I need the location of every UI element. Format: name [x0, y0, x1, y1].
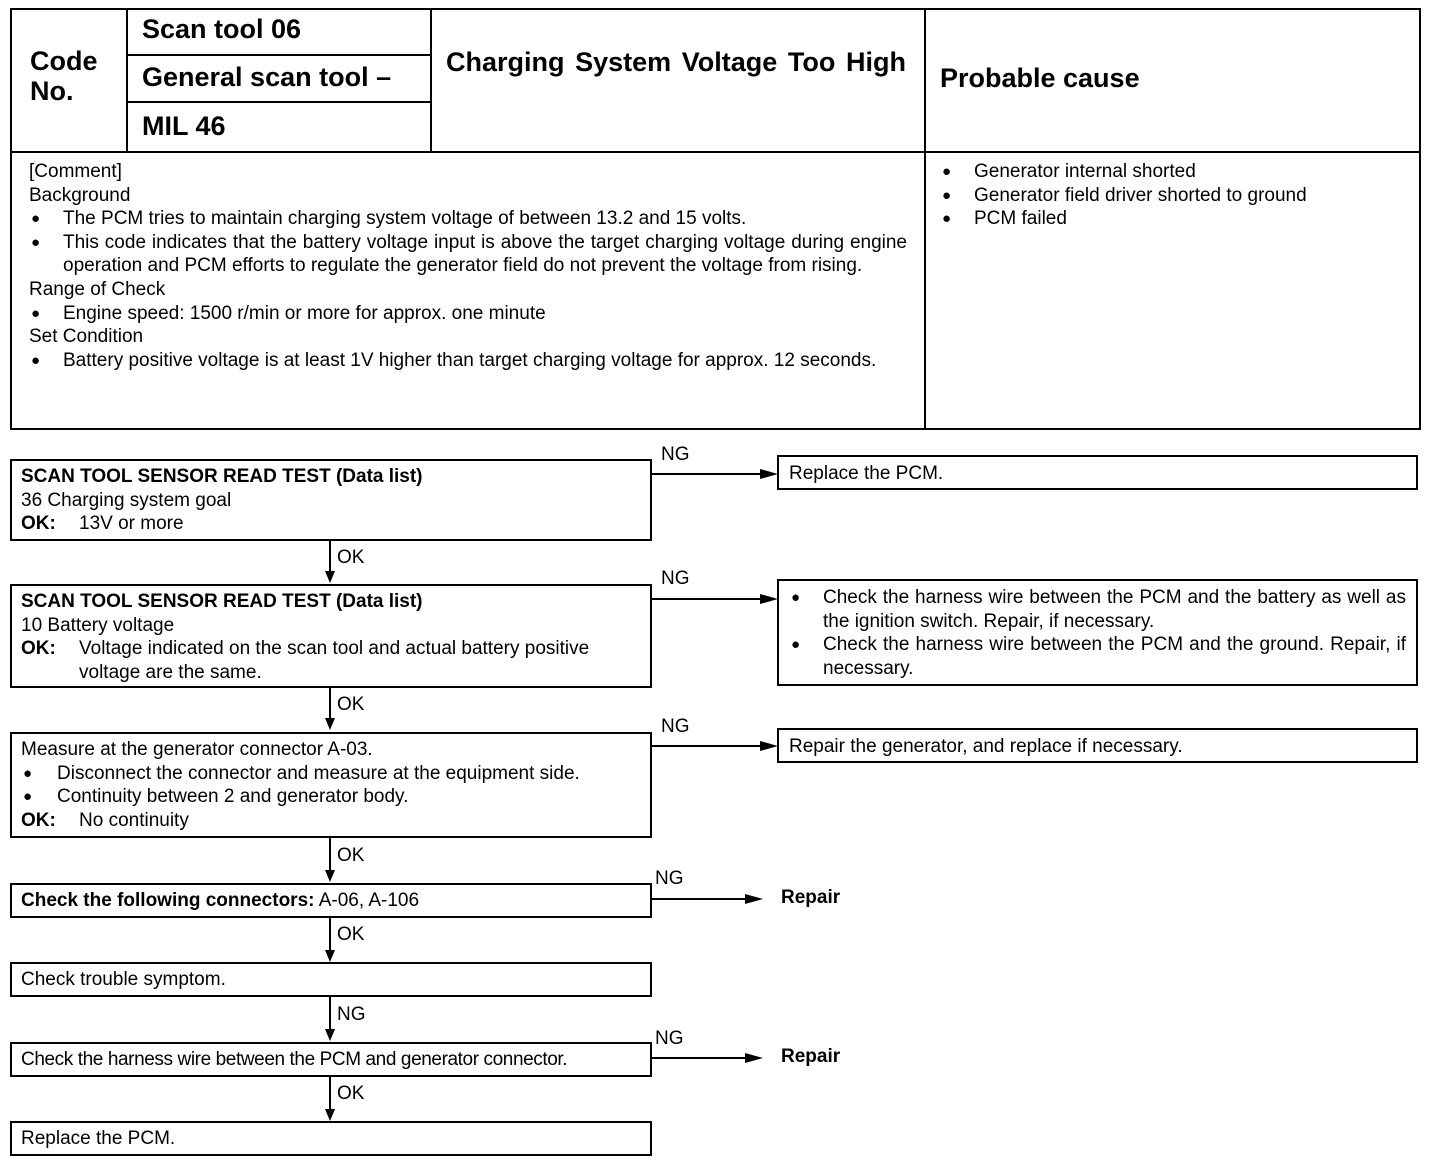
step3-ok-text: No continuity — [79, 809, 189, 831]
ok-label: OK — [337, 924, 365, 945]
step1-ok — [21, 512, 641, 536]
ng-label: NG — [337, 1004, 366, 1025]
page-title: Charging System Voltage Too High — [446, 47, 906, 77]
step3-item: ● Disconnect the connector and measure at the equipment side. — [21, 762, 641, 786]
range-label: Range of Check — [29, 278, 166, 300]
ng-label: NG — [661, 568, 690, 589]
step3-title: Measure at the generator connector A-03. — [21, 739, 373, 760]
ok-label: OK — [337, 1083, 365, 1104]
probable-cause-heading: Probable cause — [940, 63, 1140, 93]
set-condition-label: Set Condition — [29, 326, 144, 348]
step2-ok — [21, 637, 641, 684]
step1-ok-text: 13V or more — [79, 513, 184, 535]
step6-ng-repair: Repair — [781, 1046, 841, 1067]
step2-title: SCAN TOOL SENSOR READ TEST (Data list) — [21, 591, 423, 612]
step1-ng-text: Replace the PCM. — [789, 463, 944, 484]
step6-text: Check the harness wire between the PCM and generator connector. — [21, 1049, 568, 1070]
cause-item: ● Generator field driver shorted to ground — [940, 184, 1400, 208]
step7-box — [10, 1121, 652, 1156]
step3-box — [10, 732, 652, 838]
step2-line: 10 Battery voltage — [21, 614, 175, 636]
step1-ng-box — [777, 455, 1418, 490]
ok-label: OK — [337, 845, 365, 866]
step1-box — [10, 459, 652, 541]
set-condition-item: ● Battery positive voltage is at least 1V higher than target charging voltage for approx. 12 seconds. — [29, 349, 907, 373]
cause-item: ● Generator internal shorted — [940, 160, 1400, 184]
background-item: ● The PCM tries to maintain charging system voltage of between 13.2 and 15 volts. — [29, 207, 907, 231]
ok-label: OK — [337, 694, 365, 715]
step4-bold: Check the following connectors: — [21, 890, 315, 911]
comment-section — [29, 160, 907, 372]
step5-box — [10, 962, 652, 997]
ok-prefix: OK: — [21, 513, 56, 535]
step4-rest: A-06, A-106 — [314, 890, 420, 911]
ok-prefix: OK: — [21, 638, 56, 660]
background-item: ● This code indicates that the battery voltage input is above the target charging voltage during engine operation and PCM efforts to regulate the generator field do not prevent the voltage from rising. — [29, 231, 907, 278]
ng-label: NG — [661, 716, 690, 737]
comment-heading: [Comment] — [29, 161, 122, 182]
ok-prefix: OK: — [21, 809, 56, 831]
step2-ok-text: Voltage indicated on the scan tool and actual battery positive voltage are the same. — [79, 638, 590, 683]
probable-causes-list — [940, 160, 1400, 231]
code-no-heading: Code No. — [30, 46, 98, 106]
background-label: Background — [29, 184, 131, 206]
step7-text: Replace the PCM. — [21, 1128, 176, 1149]
step3-ng-text: Repair the generator, and replace if necessary. — [789, 736, 1183, 757]
ng-label: NG — [661, 444, 690, 465]
step2-ng-box — [777, 579, 1418, 686]
step1-title: SCAN TOOL SENSOR READ TEST (Data list) — [21, 466, 423, 487]
step5-text: Check trouble symptom. — [21, 969, 226, 990]
mil-label: MIL 46 — [142, 111, 226, 141]
step4-box — [10, 883, 652, 918]
step6-box — [10, 1042, 652, 1077]
step2-ng-item: ● Check the harness wire between the PCM and the ground. Repair, if necessary. — [789, 633, 1406, 680]
step4-ng-repair: Repair — [781, 887, 841, 908]
ok-label: OK — [337, 547, 365, 568]
ng-label: NG — [655, 1028, 684, 1049]
scan-tool-label: Scan tool 06 — [142, 14, 302, 44]
step3-item: ● Continuity between 2 and generator body. — [21, 785, 641, 809]
general-scan-tool-label: General scan tool – — [142, 62, 392, 92]
step2-ng-item: ● Check the harness wire between the PCM and the battery as well as the ignition switch. Repair, if necessary. — [789, 586, 1406, 633]
step3-ng-box — [777, 728, 1418, 763]
step2-box — [10, 584, 652, 688]
range-item: ● Engine speed: 1500 r/min or more for approx. one minute — [29, 302, 907, 326]
step1-line: 36 Charging system goal — [21, 489, 232, 511]
step3-ok — [21, 809, 641, 833]
ng-label: NG — [655, 868, 684, 889]
cause-item: ● PCM failed — [940, 207, 1400, 231]
